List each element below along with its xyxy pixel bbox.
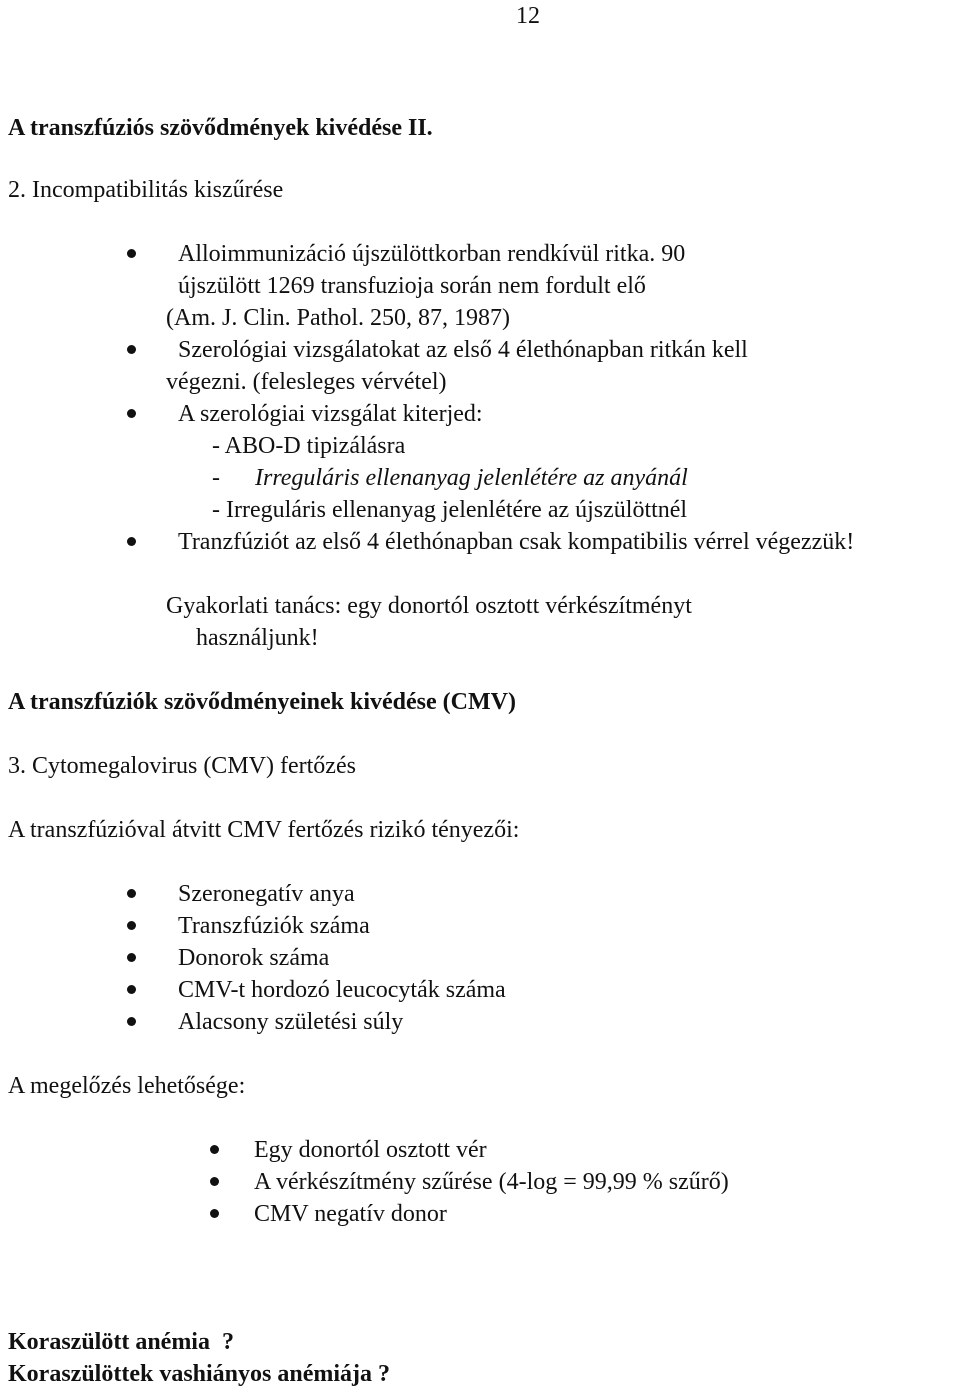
bullet-icon [127,953,136,962]
section-heading: A transzfúziók szövődményeinek kivédése (CMV) [8,689,516,715]
page-number: 12 [516,3,540,29]
list-item: CMV-t hordozó leucocyták száma [178,977,506,1003]
list-item-text: A szerológiai vizsgálat kiterjed: [178,401,483,427]
risk-factors-intro: A transzfúzióval átvitt CMV fertőzés rizikó tényezői: [8,817,520,843]
bullet-icon [127,409,136,418]
list-item-text: Alloimmunizáció újszülöttkorban rendkívül ritka. 90 [178,241,686,267]
bullet-icon [127,345,136,354]
list-item: A vérkészítmény szűrése (4-log = 99,99 % szűrő) [254,1169,729,1195]
list-item-text: (Am. J. Clin. Pathol. 250, 87, 1987) [166,305,511,331]
section-subheading: 3. Cytomegalovirus (CMV) fertőzés [8,753,356,779]
question-heading: Koraszülöttek vashiányos anémiája ? [8,1361,391,1387]
sub-list-item: - ABO-D tipizálásra [212,433,406,459]
bullet-icon [127,985,136,994]
practical-advice: használjunk! [196,625,319,651]
bullet-icon [127,889,136,898]
list-item: Alacsony születési súly [178,1009,404,1035]
section-heading: A transzfúziós szövődmények kivédése II. [8,115,433,141]
list-item-text: újszülött 1269 transfuzioja során nem fordult elő [178,273,646,299]
sub-list-item: Irreguláris ellenanyag jelenlétére az anyánál [255,465,688,491]
prevention-intro: A megelőzés lehetősége: [8,1073,246,1099]
bullet-icon [210,1209,219,1218]
bullet-icon [127,1017,136,1026]
list-item: CMV negatív donor [254,1201,447,1227]
list-item: Szeronegatív anya [178,881,355,907]
list-item: Egy donortól osztott vér [254,1137,487,1163]
list-item-text: Szerológiai vizsgálatokat az első 4 élethónapban ritkán kell [178,337,748,363]
bullet-icon [127,537,136,546]
bullet-icon [127,249,136,258]
list-item-text: Tranzfúziót az első 4 élethónapban csak kompatibilis vérrel végezzük! [178,529,855,555]
section-subheading: 2. Incompatibilitás kiszűrése [8,177,284,203]
list-item-text: végezni. (felesleges vérvétel) [166,369,447,395]
list-item: Donorok száma [178,945,330,971]
list-item: Transzfúziók száma [178,913,370,939]
sub-list-item: - Irreguláris ellenanyag jelenlétére az újszülöttnél [212,497,688,523]
practical-advice: Gyakorlati tanács: egy donortól osztott vérkészítményt [166,593,692,619]
bullet-icon [210,1145,219,1154]
bullet-icon [210,1177,219,1186]
bullet-icon [127,921,136,930]
sub-list-dash: - [212,465,220,491]
question-heading: Koraszülött anémia ? [8,1329,234,1355]
